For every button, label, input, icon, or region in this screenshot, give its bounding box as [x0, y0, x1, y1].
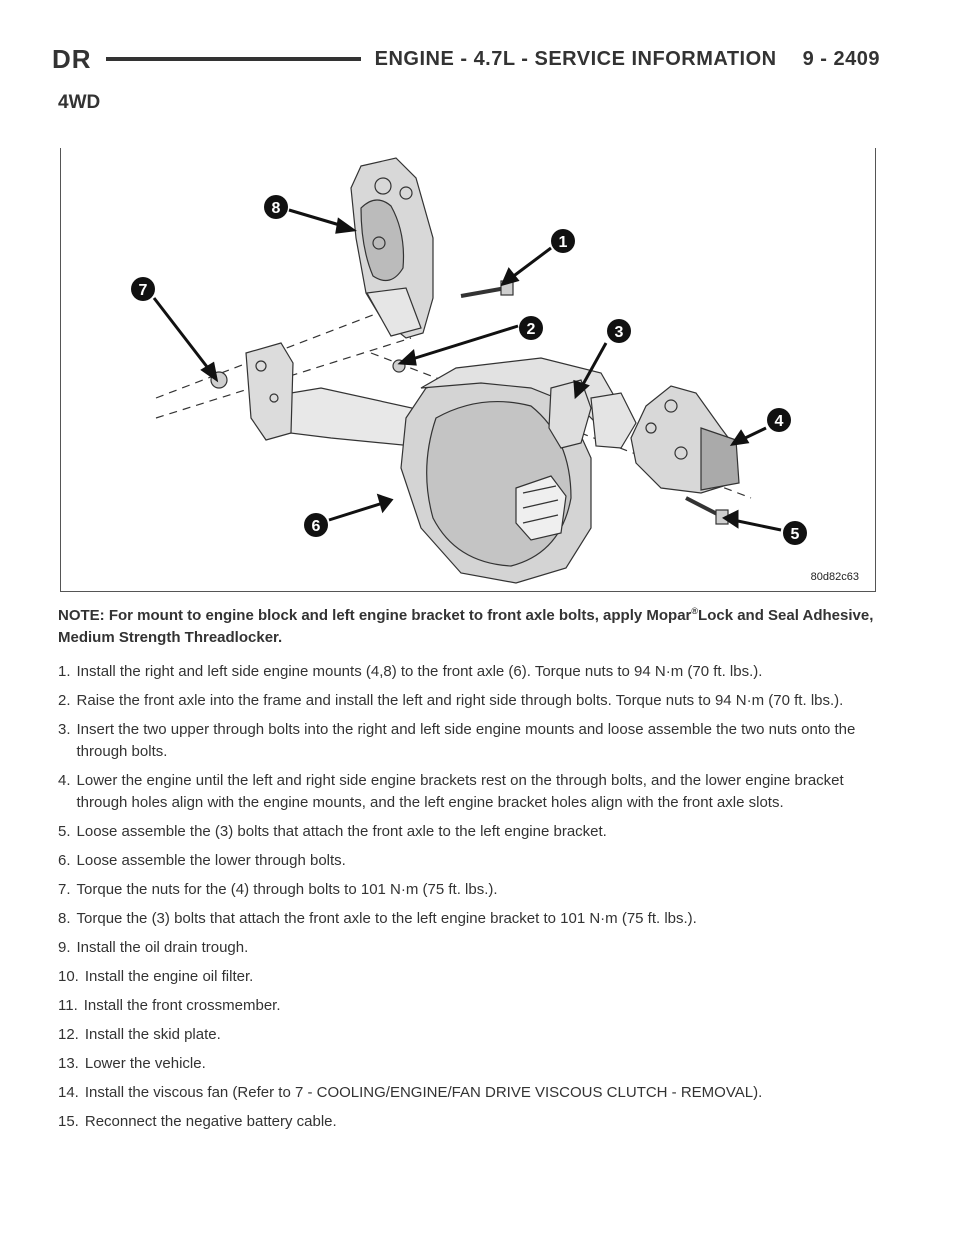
section-title: 4WD	[58, 92, 101, 113]
step-number: 10.	[58, 968, 79, 985]
step-text: Loose assemble the (3) bolts that attach the front axle to the left engine bracket.	[76, 823, 607, 840]
step-text: Raise the front axle into the frame and install the left and right side through bolts. Torque nuts to 94 N·m (70 ft. lbs.).	[76, 692, 844, 709]
leader-2	[409, 326, 518, 360]
illustration-drawing	[61, 148, 877, 592]
callout-2: 2	[526, 321, 536, 338]
leader-7	[154, 298, 211, 372]
callout-5: 5	[790, 526, 800, 543]
leader-5	[733, 520, 781, 530]
page-header	[52, 42, 880, 76]
leader-1	[511, 248, 551, 278]
step-number: 13.	[58, 1055, 79, 1072]
step-item	[58, 1024, 882, 1046]
step-number: 9.	[58, 939, 71, 956]
step-item	[58, 690, 882, 712]
step-number: 12.	[58, 1026, 79, 1043]
left-axle-bracket	[246, 343, 293, 440]
note-text: NOTE: For mount to engine block and left engine bracket to front axle bolts, apply Mopar	[58, 607, 692, 624]
leader-8	[289, 210, 343, 226]
step-number: 11.	[58, 997, 78, 1014]
registered-mark: ®	[691, 606, 699, 616]
step-number: 2.	[58, 692, 71, 709]
step-text: Install the right and left side engine mounts (4,8) to the front axle (6). Torque nuts to 94 N·m (70 ft. lbs.).	[76, 663, 763, 680]
step-number: 6.	[58, 852, 71, 869]
figure-id: 80d82c63	[810, 571, 859, 583]
step-text: Lower the vehicle.	[84, 1055, 206, 1072]
step-text: Install the oil drain trough.	[76, 939, 249, 956]
callout-4: 4	[774, 413, 784, 430]
header-page-number: 9 - 2409	[802, 47, 880, 70]
note-text-after: Lock and Seal Adhesive, Medium Strength Threadlocker.	[58, 607, 874, 646]
step-text: Torque the (3) bolts that attach the front axle to the left engine bracket to 101 N·m (75 ft. lbs.).	[76, 910, 697, 927]
callout-8: 8	[271, 200, 281, 217]
header-rule	[106, 57, 361, 61]
step-text: Loose assemble the lower through bolts.	[76, 852, 346, 869]
step-item	[58, 719, 882, 763]
axle-mount-illustration	[60, 148, 876, 592]
leader-6	[329, 503, 383, 520]
step-item	[58, 995, 882, 1017]
step-item	[58, 850, 882, 872]
step-text: Lower the engine until the left and right side engine brackets rest on the through bolts, and the lower engine bracket through holes align with the engine mounts, and the left engine bracket holes align with the front axle slots.	[76, 772, 844, 811]
step-text: Install the viscous fan (Refer to 7 - COOLING/ENGINE/FAN DRIVE VISCOUS CLUTCH - REMOVAL).	[84, 1084, 763, 1101]
step-number: 3.	[58, 721, 71, 738]
step-item	[58, 879, 882, 901]
callout-7: 7	[138, 282, 148, 299]
step-number: 1.	[58, 663, 71, 680]
step-text: Install the front crossmember.	[83, 997, 281, 1014]
center-bracket	[549, 380, 591, 448]
step-number: 7.	[58, 881, 71, 898]
procedure-text	[58, 600, 882, 1140]
step-number: 14.	[58, 1084, 79, 1101]
step-text: Reconnect the negative battery cable.	[84, 1113, 337, 1130]
installation-steps	[58, 661, 882, 1133]
step-item	[58, 1111, 882, 1133]
header-code: DR	[52, 43, 92, 74]
step-text: Torque the nuts for the (4) through bolts to 101 N·m (75 ft. lbs.).	[76, 881, 498, 898]
note-paragraph	[58, 600, 882, 649]
step-item	[58, 966, 882, 988]
header-title: ENGINE - 4.7L - SERVICE INFORMATION	[374, 47, 777, 70]
step-item	[58, 1053, 882, 1075]
step-text: Install the skid plate.	[84, 1026, 221, 1043]
step-item	[58, 821, 882, 843]
callout-6: 6	[311, 518, 321, 535]
step-number: 15.	[58, 1113, 79, 1130]
callout-1: 1	[558, 234, 568, 251]
step-item	[58, 1082, 882, 1104]
step-number: 5.	[58, 823, 71, 840]
step-number: 8.	[58, 910, 71, 927]
step-item	[58, 770, 882, 814]
step-item	[58, 661, 882, 683]
step-item	[58, 908, 882, 930]
step-number: 4.	[58, 772, 71, 789]
callout-3: 3	[614, 324, 624, 341]
step-text: Insert the two upper through bolts into the right and left side engine mounts and loose assemble the two nuts onto the through bolts.	[76, 721, 856, 760]
step-text: Install the engine oil filter.	[84, 968, 254, 985]
step-item	[58, 937, 882, 959]
